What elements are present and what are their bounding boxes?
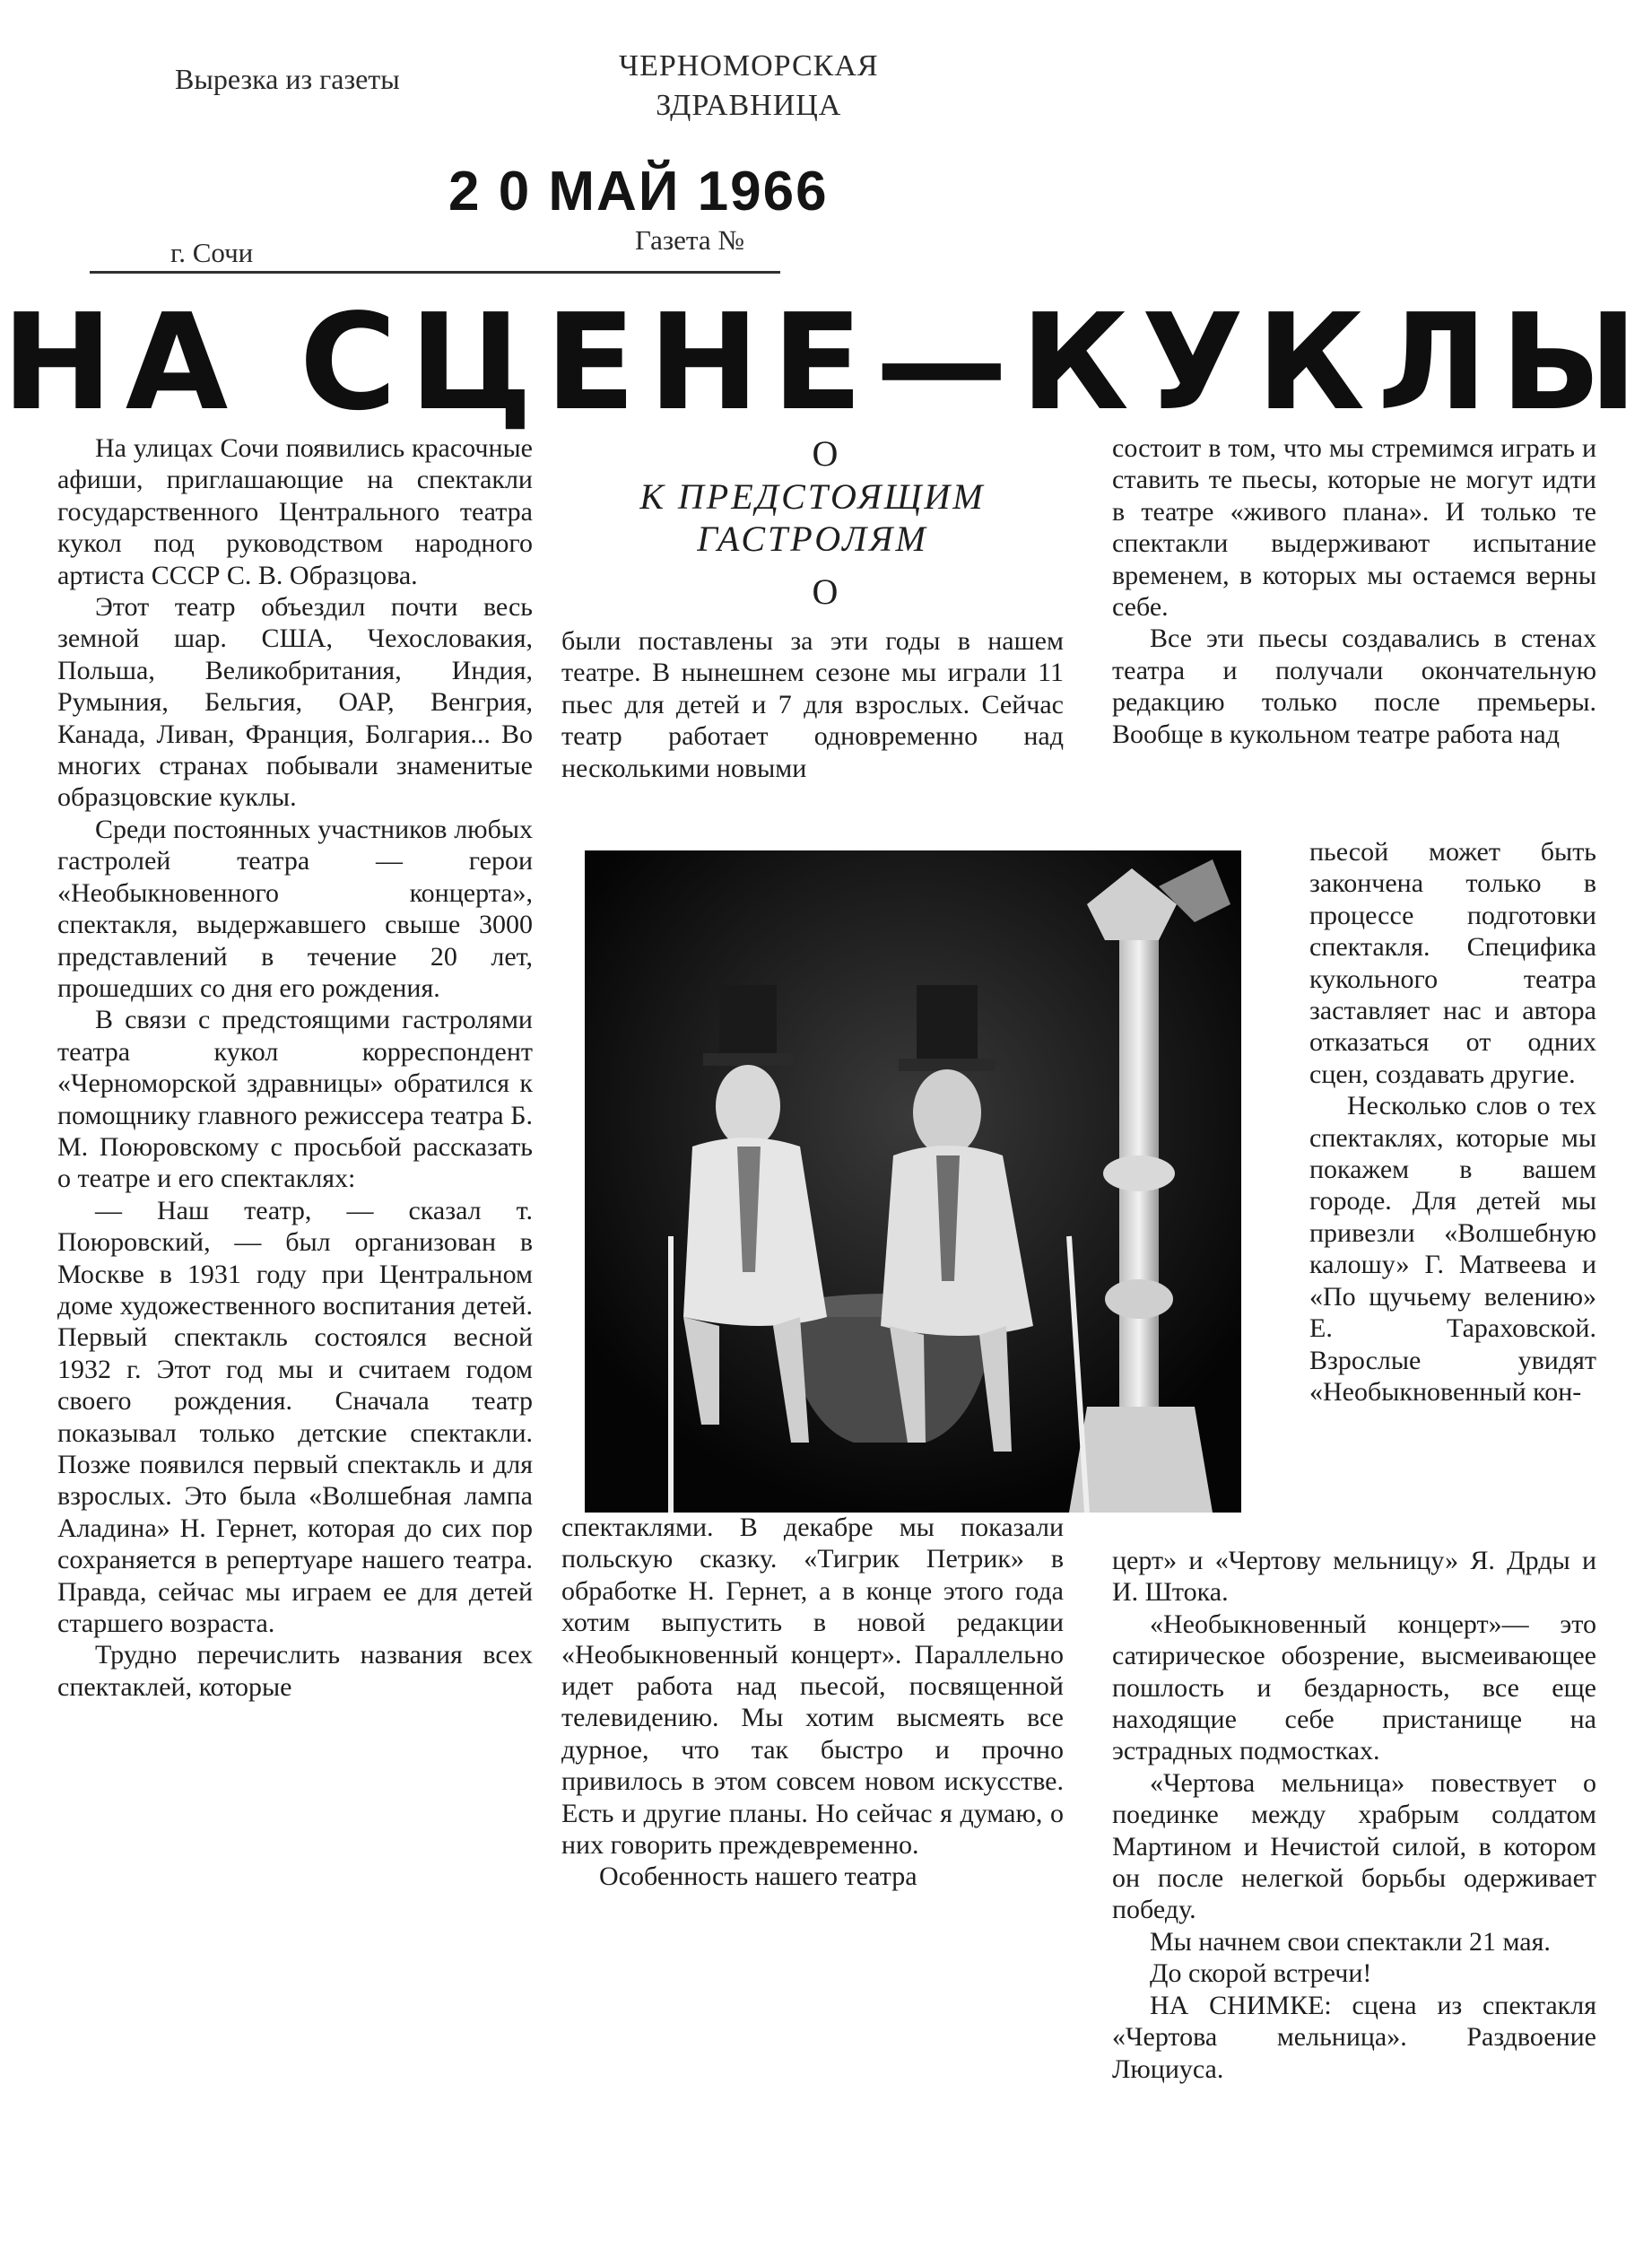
newspaper-name-line2: ЗДРАВНИЦА <box>656 88 842 122</box>
article-photo <box>585 850 1241 1513</box>
paragraph: спектаклями. В декабре мы показали польскую сказку. «Тигрик Петрик» в обработке Н. Гернет, а в конце этого года хотим выпустить в новой редакции «Необыкновенный концерт». Параллельно идет работа над пьесой, посвященной телевидению. Мы хотим высмеять все дурное, что так быстро и прочно привилось в этом совсем новом искусстве. Есть и другие планы. Но сейчас я думаю, о них говорить преждевременно. <box>561 1513 1064 1861</box>
paragraph: Среди постоянных участников любых гастролей театра — герои «Необыкновенного концерта», спектакля, выдержавшего свыше 3000 представлений в течение 20 лет, прошедших со дня его рождения. <box>57 814 533 1003</box>
paragraph: «Необыкновенный концерт»— это сатирическое обозрение, высмеивающее пошлость и бездарность, все еще находящие себе пристанище на эстрадных подмостках. <box>1112 1609 1596 1766</box>
paragraph: До скорой встречи! <box>1150 1958 1372 1989</box>
clipping-label: Вырезка из газеты <box>175 63 400 95</box>
city-label: г. Сочи <box>170 237 254 268</box>
paragraph: церт» и «Чертову мельницу» Я. Дрды и И. Штока. <box>1112 1546 1596 1608</box>
article-column-3-middle <box>1309 836 1596 1408</box>
paragraph: Все эти пьесы создавались в стенах театра и получали окончательную редакцию только после премьеры. Вообще в кукольном театре работа над <box>1112 623 1596 749</box>
paragraph: На улицах Сочи появились красочные афиши, приглашающие на спектакли государственного Центрального театра кукол под руководством народного артиста СССР С. В. Образцова. <box>57 433 533 590</box>
paragraph: Особенность нашего театра <box>599 1862 917 1892</box>
article-column-2-top <box>561 625 1064 784</box>
newspaper-name-line1: ЧЕРНОМОРСКАЯ <box>619 49 879 83</box>
article-subhead <box>561 475 1064 560</box>
subhead-line1: К ПРЕДСТОЯЩИМ <box>639 476 986 517</box>
paragraph: Мы начнем свои спектакли 21 мая. <box>1150 1926 1551 1957</box>
article-column-1 <box>57 432 533 1703</box>
paragraph: «Чертова мельница» повествует о поединке между храбрым солдатом Мартином и Нечистой силой, в котором он после нелегкой борьбы одерживает победу. <box>1112 1767 1596 1925</box>
separator-mark-bottom: О <box>812 571 839 612</box>
issue-label: Газета № <box>635 224 744 256</box>
paragraph: пьесой может быть закончена только в процессе подготовки спектакля. Специфика кукольного театра заставляет нас и автора отказаться от одних сцен, создавать другие. <box>1309 837 1596 1089</box>
article-headline: НА СЦЕНЕ—КУКЛЫ <box>1 285 1651 440</box>
photo-caption: НА СНИМКЕ: сцена из спектакля «Чертова мельница». Раздвоение Люциуса. <box>1112 1990 1596 2084</box>
article-column-2-bottom <box>561 1512 1064 1893</box>
article-column-3-top <box>1112 432 1596 750</box>
photo-puppet-scene <box>585 850 1241 1513</box>
paragraph: — Наш театр, — сказал т. Поюровский, — был организован в Москве в 1931 году при Центральном доме художественного воспитания детей. Первый спектакль состоялся весной 1932 г. Этот год мы и считаем годом своего рождения. Сначала театр показывал только детские спектакли. Позже появился первый спектакль и для взрослых. Это была «Волшебная лампа Аладина» Н. Гернет, которая до сих пор сохраняется в репертуаре нашего театра. Правда, сейчас мы играем ее для детей старшего возраста. <box>57 1195 533 1639</box>
paragraph: состоит в том, что мы стремимся играть и ставить те пьесы, которые не могут идти в театре «живого плана». И только те спектакли выдерживают испытание временем, в которых мы остаемся верны себе. <box>1112 433 1596 623</box>
date-stamp: 2 0 МАЙ 1966 <box>448 161 829 222</box>
paragraph: Несколько слов о тех спектаклях, которые мы покажем в вашем городе. Для детей мы привезли «Волшебную калошу» Г. Матвеева и «По щучьему велению» Е. Тараховской. Взрослые увидят «Необыкновенный кон- <box>1309 1091 1596 1407</box>
paragraph: В связи с предстоящими гастролями театра кукол корреспондент «Черноморской здравницы» обратился к помощнику главного режиссера театра Б. М. Поюровскому с просьбой рассказать о театре и его спектаклях: <box>57 1005 533 1194</box>
paragraph: Этот театр объездил почти весь земной шар. США, Чехословакия, Польша, Великобритания, Индия, Румыния, Бельгия, ОАР, Венгрия, Канада, Ливан, Франция, Болгария... Во многих странах побывали знаменитые образцовские куклы. <box>57 592 533 813</box>
paragraph: были поставлены за эти годы в нашем театре. В нынешнем сезоне мы играли 11 пьес для детей и 7 для взрослых. Сейчас театр работает одновременно над несколькими новыми <box>561 626 1064 783</box>
article-column-3-bottom <box>1112 1545 1596 2085</box>
separator-mark-top: О <box>812 433 839 474</box>
header-rule <box>90 271 780 274</box>
paragraph: Трудно перечислить названия всех спектаклей, которые <box>57 1640 533 1702</box>
subhead-line2: ГАСТРОЛЯМ <box>697 519 928 560</box>
newspaper-name <box>619 47 879 125</box>
